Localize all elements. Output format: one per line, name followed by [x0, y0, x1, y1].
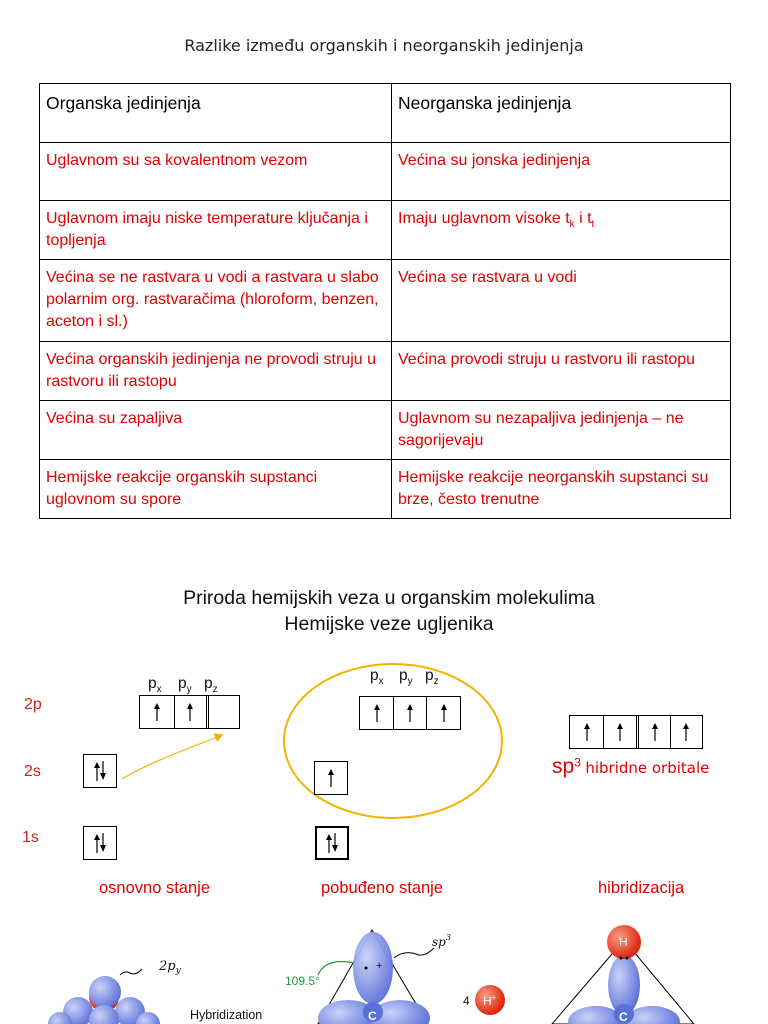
label-px: $p_x$ [148, 675, 162, 696]
orbital-cell [174, 696, 209, 728]
orbital-cell [603, 716, 639, 748]
excited-2p-box [359, 696, 461, 730]
orbital-cell [140, 696, 175, 728]
subscript: k [569, 219, 575, 231]
cell-organic: Uglavnom imaju niske temperature ključanja i topljenja [40, 201, 392, 260]
orbital-cell [670, 716, 702, 748]
orbital-cell [639, 716, 671, 748]
up-arrow-icon [615, 722, 625, 742]
cell-text: i t [574, 210, 592, 227]
label-py: $p_y$ [178, 675, 192, 696]
up-arrow-icon [152, 702, 162, 722]
label-sp3-figure: $sp^3$ [432, 933, 451, 949]
up-arrow-icon [326, 768, 336, 788]
carbon-label: C [619, 1010, 628, 1024]
up-arrow-icon [405, 703, 415, 723]
ground-1s-box [83, 826, 117, 860]
cell-inorganic: Većina su jonska jedinjenja [392, 143, 731, 201]
cell-inorganic: Uglavnom su nezapaljiva jedinjenja – ne sagorijevaju [392, 401, 731, 460]
header-inorganic: Neorganska jedinjenja [392, 84, 731, 143]
excited-1s-box [315, 826, 349, 860]
section-subheading: Hemijske veze ugljenika [284, 613, 494, 635]
carbon-label: C [368, 1009, 377, 1023]
orbital-cell [570, 716, 604, 748]
updown-arrow-icon [92, 760, 108, 782]
orbital-cell [393, 697, 427, 729]
level-label-2p: 2p [24, 696, 42, 713]
label-2py: $2p_y$ [159, 959, 181, 976]
label-four: 4 [463, 994, 470, 1008]
cell-inorganic: Većina se rastvara u vodi [392, 260, 731, 342]
cell-organic: Većina su zapaljiva [40, 401, 392, 460]
promotion-arrow [122, 735, 222, 779]
level-label-1s: 1s [22, 829, 39, 846]
cell-organic: Većina se ne rastvara u vodi a rastvara u slabo polarnim org. rastvaračima (hloroform, benzen, aceton i sl.) [40, 260, 392, 342]
header-organic: Organska jedinjenja [40, 84, 392, 143]
state-label-ground: osnovno stanje [99, 879, 210, 897]
up-arrow-icon [185, 702, 195, 722]
level-label-2s: 2s [24, 763, 41, 780]
label-hybridization: Hybridization [190, 1008, 263, 1022]
subscript: t [591, 219, 595, 231]
up-arrow-icon [650, 722, 660, 742]
up-arrow-icon [681, 722, 691, 742]
cell-inorganic: Većina provodi struju u rastvoru ili rastopu [392, 342, 731, 401]
hydrogen-label: H [619, 935, 628, 949]
updown-arrow-icon [324, 832, 340, 854]
updown-arrow-icon [92, 832, 108, 854]
label-pz: $p_z$ [204, 675, 218, 696]
orbital-cell [84, 755, 116, 787]
label-angle: 109.5° [285, 974, 320, 988]
orbital-plus-sign: + [376, 960, 383, 972]
cell-organic: Hemijske reakcije organskih supstanci uglovnom su spore [40, 460, 392, 519]
cell-text: Imaju uglavnom visoke t [398, 210, 570, 227]
orbital-cell [360, 697, 394, 729]
label-px-excited: $p_x$ [370, 667, 384, 688]
cell-inorganic: Hemijske reakcije neorganskih supstanci su brze, često trenutne [392, 460, 731, 519]
ground-state-figure [48, 969, 160, 1024]
ground-2p-box [139, 695, 240, 729]
page-title: Razlike između organskih i neorganskih jedinjenja [184, 36, 584, 55]
orbital-cell [427, 697, 460, 729]
section-heading: Priroda hemijskih veza u organskim molekulima [183, 587, 595, 609]
sp3-label: $sp^3$ hibridne orbitale [552, 755, 710, 778]
up-arrow-icon [439, 703, 449, 723]
hydrogen-ion-label: H+ [483, 993, 497, 1008]
excited-2s-box [314, 761, 348, 795]
up-arrow-icon [582, 722, 592, 742]
orbital-cell [317, 828, 347, 858]
orbital-cell [84, 827, 116, 859]
cell-organic: Većina organskih jedinjenja ne provodi struju u rastvoru ili rastopu [40, 342, 392, 401]
label-pz-excited: $p_z$ [425, 667, 439, 688]
state-label-excited: pobuđeno stanje [321, 879, 444, 897]
cell-organic: Uglavnom su sa kovalentnom vezom [40, 143, 392, 201]
state-label-hybridization: hibridizacija [598, 879, 685, 897]
label-py-excited: $p_y$ [399, 667, 413, 688]
hybrid-sp3-box [569, 715, 703, 749]
ground-2s-box [83, 754, 117, 788]
up-arrow-icon [372, 703, 382, 723]
orbital-cell [315, 762, 347, 794]
orbital-cell [209, 696, 239, 728]
